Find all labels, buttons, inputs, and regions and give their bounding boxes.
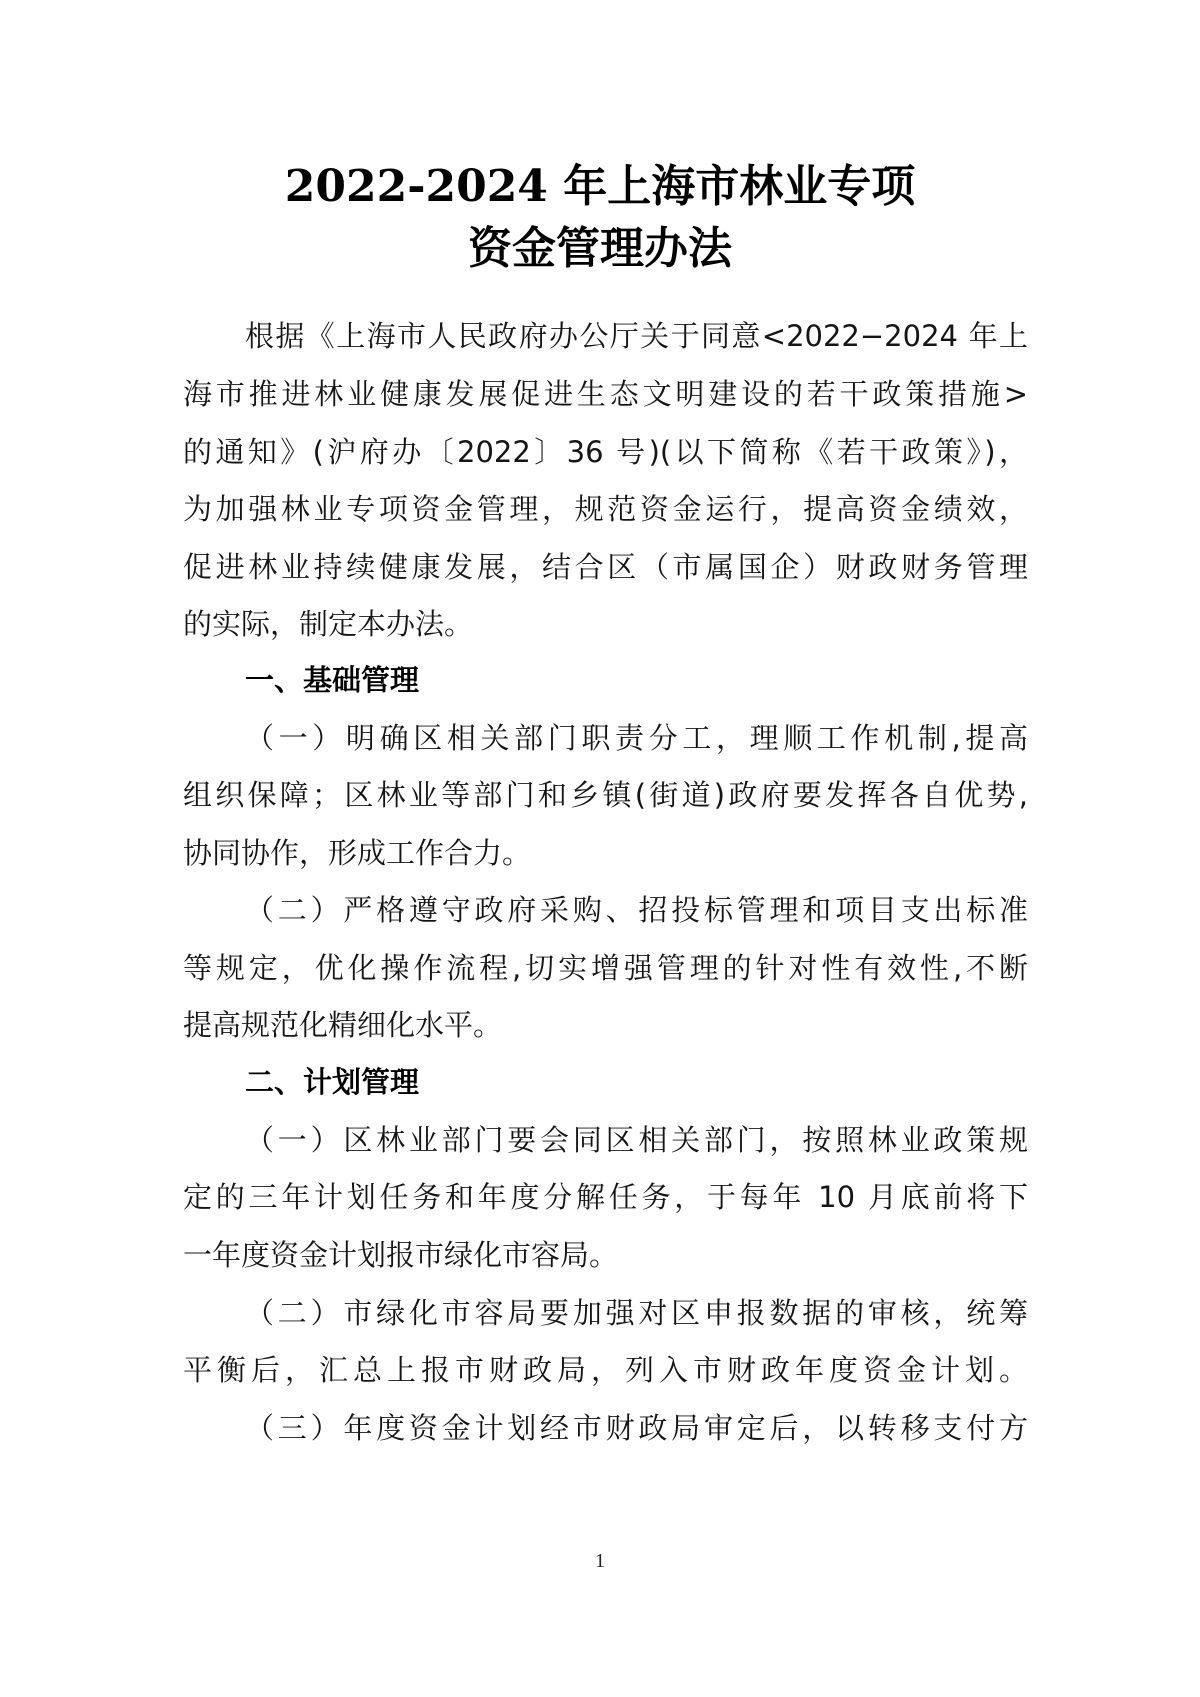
- section2-item1-line: 定的三年计划任务和年度分解任务，于每年 10 月底前将下: [183, 1180, 1028, 1214]
- page-number: 1: [595, 1550, 605, 1572]
- intro-line: 为加强林业专项资金管理，规范资金运行，提高资金绩效，: [183, 492, 1028, 526]
- section-heading-plan-management: 二、计划管理: [245, 1065, 420, 1099]
- intro-line: 的实际，制定本办法。: [183, 607, 474, 641]
- section1-item2-line: 提高规范化精细化水平。: [183, 1008, 503, 1042]
- section-heading-basic-management: 一、基础管理: [245, 663, 420, 697]
- section2-item1-line: 一年度资金计划报市绿化市容局。: [183, 1238, 619, 1272]
- document-title-line1: 2022-2024 年上海市林业专项: [284, 161, 916, 212]
- intro-line: 促进林业持续健康发展，结合区（市属国企）财政财务管理: [183, 550, 1028, 584]
- intro-line: 根据《上海市人民政府办公厅关于同意<2022−2024 年上: [245, 319, 1028, 353]
- document-title-line2: 资金管理办法: [468, 223, 732, 274]
- section1-item1-line: 协同协作，形成工作合力。: [183, 836, 532, 870]
- intro-line: 的通知》(沪府办〔2022〕36 号)(以下简称《若干政策》)，: [183, 435, 1028, 469]
- section2-item3-line: （三）年度资金计划经市财政局审定后，以转移支付方: [245, 1411, 1028, 1445]
- section2-item2-line: 平衡后，汇总上报市财政局，列入市财政年度资金计划。: [183, 1353, 1028, 1387]
- section1-item1-line: 组织保障；区林业等部门和乡镇(街道)政府要发挥各自优势,: [183, 778, 1028, 812]
- section2-item2-line: （二）市绿化市容局要加强对区申报数据的审核，统筹: [245, 1296, 1028, 1330]
- section1-item2-line: 等规定，优化操作流程,切实增强管理的针对性有效性,不断: [183, 951, 1028, 985]
- intro-line: 海市推进林业健康发展促进生态文明建设的若干政策措施>: [183, 377, 1028, 411]
- section2-item1-line: （一）区林业部门要会同区相关部门，按照林业政策规: [245, 1123, 1028, 1157]
- section1-item1-line: （一）明确区相关部门职责分工，理顺工作机制,提高: [245, 721, 1028, 755]
- section1-item2-line: （二）严格遵守政府采购、招投标管理和项目支出标准: [245, 893, 1028, 927]
